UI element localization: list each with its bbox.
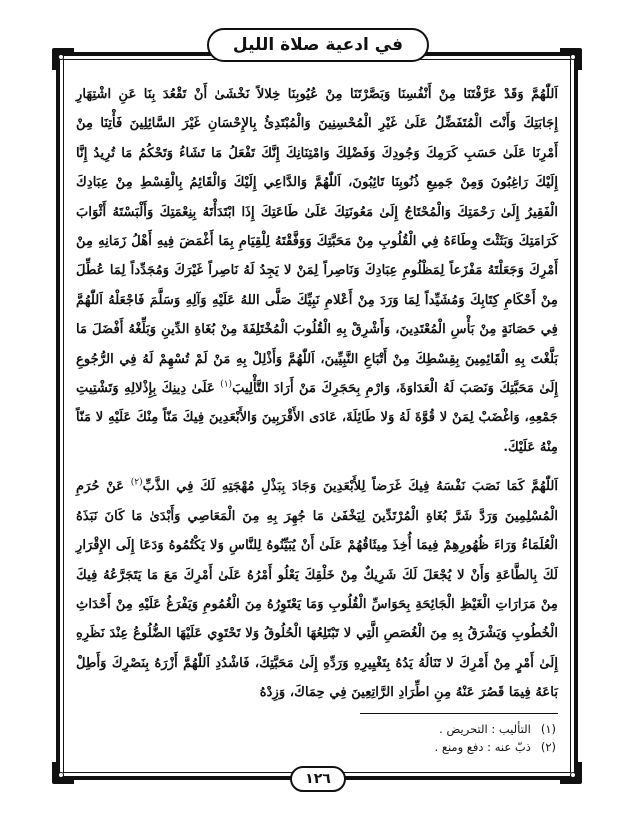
paragraph-text: اَللّٰهُمَّ كَمَا نَصَبَ نَفْسَهُ فِيكَ غَرَضاً لِلأَبْعَدِينَ وَجَادَ بِبَذْلِ مُهْجَتِهِ لَكَ فِي الذَّبِّ [142,479,558,495]
footnote-reference-2[interactable]: (٢) [130,477,143,488]
page-number-badge [290,766,346,792]
page-title: في ادعية صلاة الليل [232,35,404,55]
corner-ornament-icon [50,46,76,72]
paragraph-text: اَللّٰهُمَّ وَقَدْ عَرَّفْتَنَا مِنْ أَنْفُسِنَا وَبَصَّرْتَنَا مِنْ عُيُوبِنَا خِلالاً نَخْشَىٰ أَنْ تَقْعُدَ بِنَا عَنِ اشْتِهَارِ إِجَابَتِكَ وَأَنْتَ الْمُتَفَضِّلُ عَلَىٰ غَيْرِ الْمُحْسِنِينَ وَالْمُبْتَدِئُ بِالإِحْسَانِ غَيْرَ السَّائِلِينَ فَأْتِنَا مِنْ أَمْرِنَا عَلَىٰ حَسَبِ كَرَمِكَ وَجُودِكَ وَفَضْلِكَ وَامْتِنَانِكَ إِنَّكَ تَفْعَلُ مَا تَشَاءُ وَتَحْكُمُ مَا تُرِيدُ إِنَّا إِلَيْكَ رَاغِبُونَ وَمِنْ جَمِيعِ ذُنُوبِنَا تَائِبُونَ، اَللّٰهُمَّ وَالدَّاعِي إِلَيْكَ وَالْقَائِمُ بِالْقِسْطِ مِنْ عِبَادِكَ الْفَقِيرُ إِلَىٰ رَحْمَتِكَ وَالْمُحْتَاجُ إِلَىٰ مَعُونَتِكَ عَلَىٰ طَاعَتِكَ إِذَا ابْتَدَأْتَهُ بِنِعْمَتِكَ وَأَلْبَسْتَهُ أَثْوَابَ كَرَامَتِكَ وَبَثَثْتَ وِطَاءَهُ فِي الْقُلُوبِ مِنْ مَحَبَّتِكَ وَوَفَّقْتَهُ لِلْقِيَامِ بِمَا أَغْمَضَ فِيهِ أَهْلُ زَمَانِهِ مِنْ أَمْرِكَ وَجَعَلْتَهُ مَفْزَعاً لِمَظْلُومِ عِبَادِكَ وَنَاصِراً لِمَنْ لا يَجِدُ لَهُ نَاصِراً غَيْرَكَ وَمُجَدِّداً لِمَا عُطِّلَ مِنْ أَحْكَامِ كِتَابِكَ وَمُشَيِّداً لِمَا وَرَدَ مِنْ أَعْلامِ نَبِيِّكَ صَلَّى اللهُ عَلَيْهِ وَآلِهِ وَسَلَّمَ فَاجْعَلْهُ اَللّٰهُمَّ فِي حَصَانَةٍ مِنْ بَأْسِ الْمُعْتَدِينَ، وَأَشْرِقْ بِهِ الْقُلُوبَ الْمُخْتَلِفَةَ مِنْ بُغَاةِ الدِّينِ وَبَلِّغْهُ أَفْضَلَ مَا بَلَّغْتَ بِهِ الْقَائِمِينَ بِقِسْطِكَ مِنْ أَتْبَاعِ النَّبِيِّينَ، اَللّٰهُمَّ وَأَذْلِلْ بِهِ مَنْ لَمْ تُسْهِمْ لَهُ فِي الرُّجُوعِ إِلَىٰ مَحَبَّتِكَ وَنَصَبَ لَهُ الْعَدَاوَةَ، وَارْمِ بِحَجَرِكَ مَنْ أَرَادَ التَّأْلِيبَ [76,87,558,397]
footnote-marker: (١) [540,722,556,736]
corner-ornament-icon [558,760,584,786]
footnote-item [300,738,556,756]
footnote-text: ذبّ عنه : دفع ومنع . [434,740,531,754]
paragraph [76,472,558,707]
paragraph-text: عَلَىٰ دِينِكَ بِإِذْلالِهِ وَتَشْتِيتِ جَمْعِهِ، وَاغْضَبْ لِمَنْ لا قُوَّةَ لَهُ وَلا طَائِلَةَ، عَادَى الأَقْرَبِينَ وَالأَبْعَدِينَ فِيكَ مَنّاً مِنْكَ عَلَيْهِ لا مَنّاً مِنْهُ عَلَيْكَ. [76,381,558,455]
footnote-text: التأليب : التحريض . [439,722,531,736]
corner-ornament-icon [50,760,76,786]
footnote-item [300,720,556,738]
page-body [76,80,558,708]
paragraph [76,80,558,462]
running-header [207,28,429,62]
footnotes [300,720,556,756]
footnote-marker: (٢) [540,740,556,754]
page-number: ١٢٦ [305,771,331,787]
corner-ornament-icon [558,46,584,72]
footnote-reference-1[interactable]: (١) [220,379,233,390]
paragraph-text: عَنْ حُرَمِ الْمُسْلِمِينَ وَرَدَّ شَرَّ بُغَاةِ الْمُرْتَدِّينَ لِيَخْفَىٰ مَا جُهِرَ بِهِ مِنَ الْمَعَاصِي وَأَبْدَىٰ مَا كَانَ نَبَذَهُ الْعُلَمَاءُ وَرَاءَ ظُهُورِهِمْ فِيمَا أُخِذَ مِيثَاقُهُمْ عَلَىٰ أَنْ يُبَيِّنُوهُ لِلنَّاسِ وَلا يَكْتُمُوهُ وَدَعَا إِلَى الإِقْرَارِ لَكَ بِالطَّاعَةِ وَأَنْ لا يُجْعَلَ لَكَ شَرِيكٌ مِنْ خَلْقِكَ يَعْلُو أَمْرُهُ عَلَىٰ أَمْرِكَ مَعَ مَا يَتَجَرَّعُهُ فِيكَ مِنْ مَرَارَاتِ الْغَيْظِ الْجَائِحَةِ بِحَوَاسِّ الْقُلُوبِ وَمَا يَعْتَوِرُهُ مِنَ الْغُمُومِ وَيَفْرَغُ عَلَيْهِ مِنْ أَحْدَاثِ الْخُطُوبِ وَيَشْرَقُ بِهِ مِنَ الْغُصَصِ الَّتِي لا تَبْتَلِعُهَا الْحُلُوقُ وَلا تَحْتَوِي عَلَيْهَا الضُّلُوعُ عِنْدَ نَظَرِهِ إِلَىٰ أَمْرٍ مِنْ أَمْرِكَ لا تَنَالُهُ يَدُهُ بِتَغْيِيرِهِ وَرَدِّهِ إِلَىٰ مَحَبَّتِكَ، فَاشْدُدِ اَللّٰهُمَّ أَزْرَهُ بِنَصْرِكَ وَأَطِلْ بَاعَهُ فِيمَا قَصُرَ عَنْهُ مِنِ اطِّرَادِ الرَّاتِعِينَ فِي حِمَاكَ، وَزِدْهُ [76,479,558,701]
footnote-divider [360,713,558,714]
